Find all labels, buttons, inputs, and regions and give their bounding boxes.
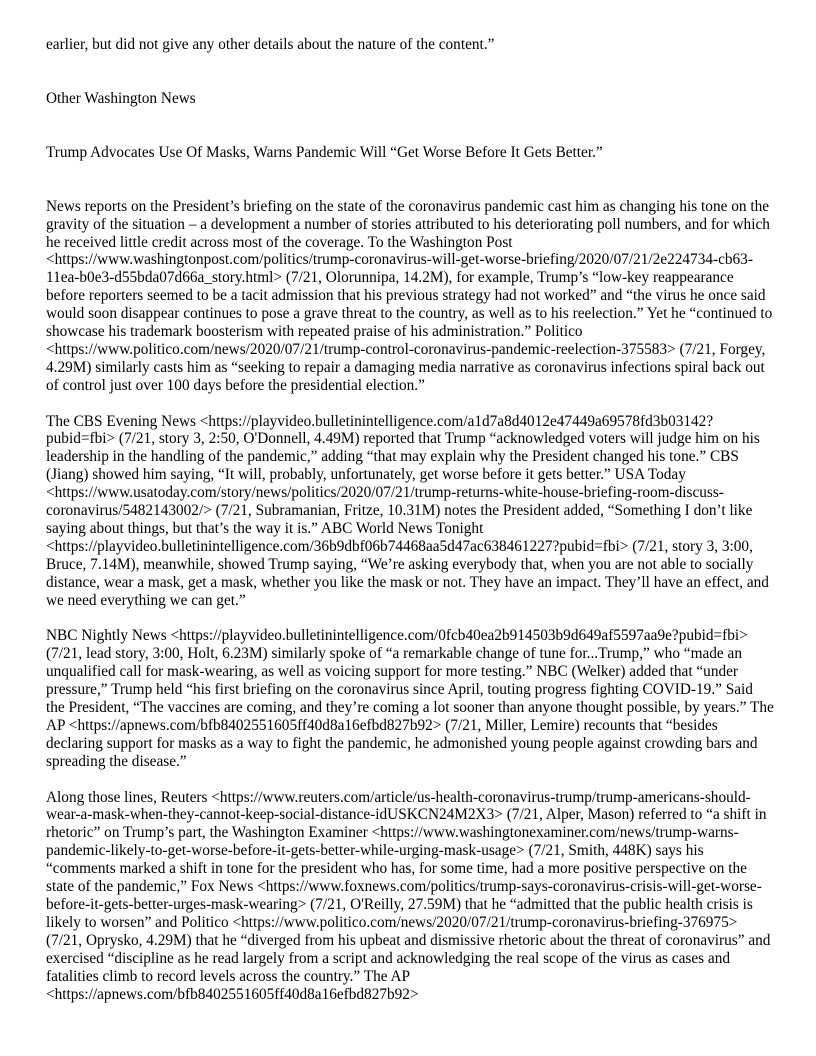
body-paragraph: News reports on the President’s briefing on the state of the coronavirus pandemic cast him as changing his tone on the gravity of the situation – a development a number of stories attributed to his deteriorating poll numbers, and for which he received little credit across most of the coverage. To the Washington Post <https://www.washingtonpost.com/politics/trump-coronavirus-will-get-worse-briefing/2020/07/21/2e224734-cb63-11ea-b0e3-d55bda07d66a_story.html> (7/21, Olorunnipa, 14.2M), for example, Trump’s “low-key reappearance before reporters seemed to be a tacit admission that his previous strategy had not worked” and “the virus he once said would soon disappear continues to pose a grave threat to the country, as well as to his reelection.” Yet he “continued to showcase his trademark boosterism with repeated praise of his administration.” Politico <https://www.politico.com/news/2020/07/21/trump-control-coronavirus-pandemic-reelection-375583> (7/21, Forgey, 4.29M) similarly casts him as “seeking to repair a damaging media narrative as coronavirus infections spiral back out of control just over 100 days before the presidential election.” bbox=[46, 197, 773, 394]
section-heading: Other Washington News bbox=[46, 89, 196, 107]
body-paragraph: Along those lines, Reuters <https://www.reuters.com/article/us-health-coronavirus-trump/trump-americans-should-wear-a-mask-when-they-cannot-keep-social-distance-idUSKCN24M2X3> (7/21, Alper, Mason) referred to “a shift in rhetoric” on Trump’s part, the Washington Examiner <https://www.washingtonexaminer.com/news/trump-warns-pandemic-likely-to-get-worse-before-it-gets-better-while-urging-mask-usage> (7/21, Smith, 448K) says his “comments marked a shift in tone for the president who has, for some time, had a more positive perspective on the state of the pandemic,” Fox News <https://www.foxnews.com/politics/trump-says-coronavirus-crisis-will-get-worse-before-it-gets-better-urges-mask-wearing> (7/21, O'Reilly, 27.59M) that he “admitted that the public health crisis is likely to worsen” and Politico <https://www.politico.com/news/2020/07/21/trump-coronavirus-briefing-376975> (7/21, Oprysko, 4.29M) that he “diverged from his upbeat and dismissive rhetoric about the threat of coronavirus” and exercised “discipline as he read largely from a script and acknowledging the real scope of the virus as cases and fatalities climb to record levels across the country.” The AP <https://apnews.com/bfb8402551605ff40d8a16efbd827b92> bbox=[46, 788, 771, 1003]
body-paragraph: NBC Nightly News <https://playvideo.bulletinintelligence.com/0fcb40ea2b914503b9d649af5597aa9e?pubid=fbi> (7/21, lead story, 3:00, Holt, 6.23M) similarly spoke of “a remarkable change of tune for...Trump,” who “made an unqualified call for mask-wearing, as well as voicing support for more testing.” NBC (Welker) added that “under pressure,” Trump held “his first briefing on the coronavirus since April, touting progress fighting COVID-19.” Said the President, “The vaccines are coming, and they’re coming a lot sooner than anyone thought possible, by years.” The AP <https://apnews.com/bfb8402551605ff40d8a16efbd827b92> (7/21, Miller, Lemire) recounts that “besides declaring support for masks as a way to fight the pandemic, he admonished young people against crowding bars and spreading the disease.” bbox=[46, 627, 774, 770]
continued-paragraph: earlier, but did not give any other details about the nature of the content.” bbox=[46, 36, 495, 53]
document-page bbox=[46, 36, 774, 1003]
article-headline: Trump Advocates Use Of Masks, Warns Pandemic Will “Get Worse Before It Gets Better.” bbox=[46, 143, 603, 161]
body-paragraph: The CBS Evening News <https://playvideo.bulletinintelligence.com/a1d7a8d4012e47449a69578fd3b03142?pubid=fbi> (7/21, story 3, 2:50, O'Donnell, 4.49M) reported that Trump “acknowledged voters will judge him on his leadership in the handling of the pandemic,” adding “that may explain why the President changed his tone.” CBS (Jiang) showed him saying, “It will, probably, unfortunately, get worse before it gets better.” USA Today <https://www.usatoday.com/story/news/politics/2020/07/21/trump-returns-white-house-briefing-room-discuss-coronavirus/5482143002/> (7/21, Subramanian, Fritze, 10.31M) notes the President added, “Something I don’t like saying about things, but that’s the way it is.” ABC World News Tonight <https://playvideo.bulletinintelligence.com/36b9dbf06b74468aa5d47ac638461227?pubid=fbi> (7/21, story 3, 3:00, Bruce, 7.14M), meanwhile, showed Trump saying, “We’re asking everybody that, when you are not able to socially distance, wear a mask, get a mask, whether you like the mask or not. They have an impact. They’ll have an effect, and we need everything we can get.” bbox=[46, 412, 769, 609]
